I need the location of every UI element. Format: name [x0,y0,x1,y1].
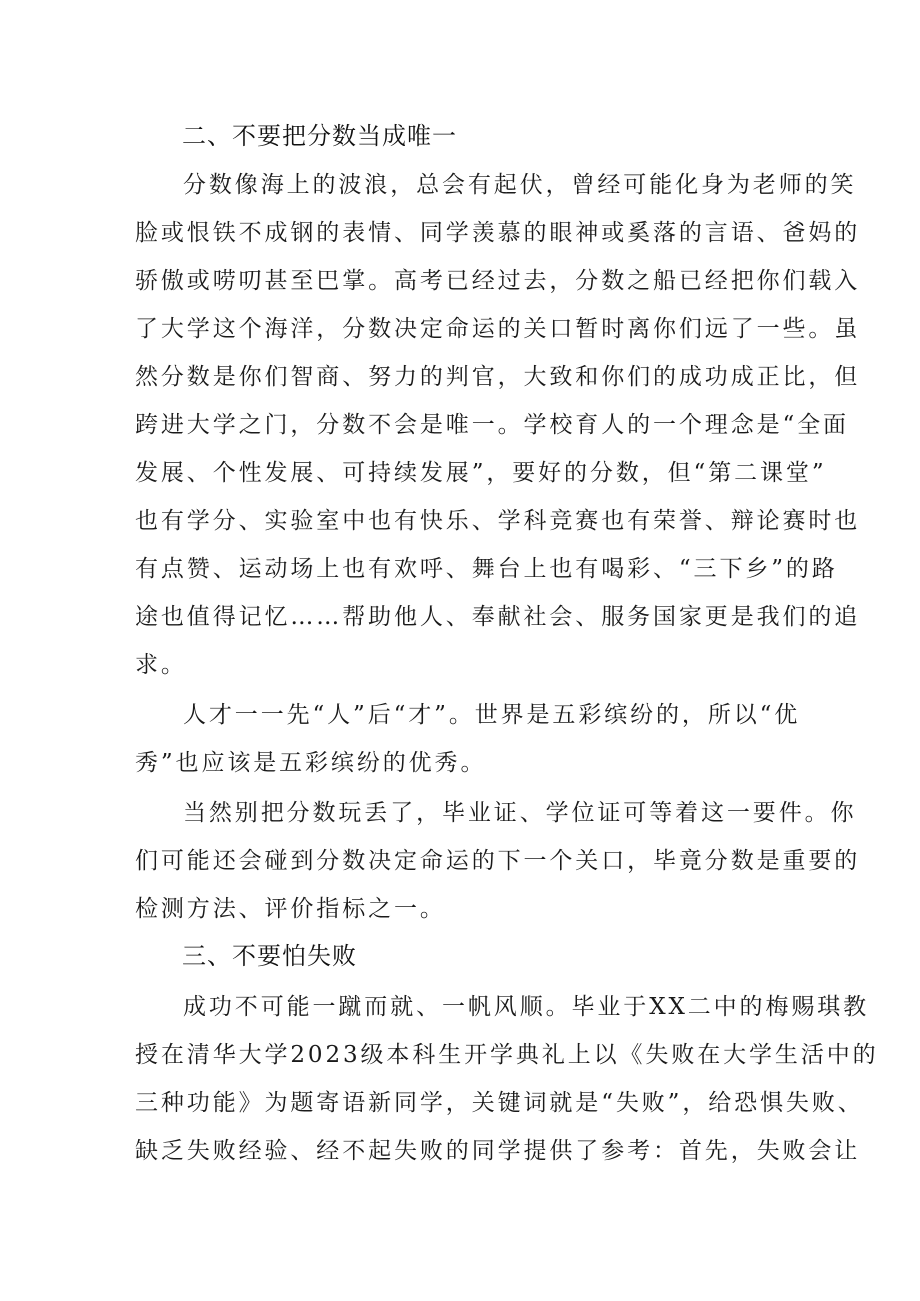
text-line: 也有学分、实验室中也有快乐、学科竞赛也有荣誉、辩论赛时也 [135,508,861,534]
text-line: 求。 [135,652,187,678]
text-line: 三种功能》为题寄语新同学，关键词就是“失败”，给恐惧失败、 [135,1090,864,1116]
text-line: 缺乏失败经验、经不起失败的同学提供了参考：首先，失败会让 [135,1138,861,1164]
text-line: 有点赞、运动场上也有欢呼、舞台上也有喝彩、“三下乡”的路 [135,556,838,582]
section-heading: 三、不要怕失败 [182,942,357,970]
text-line: 了大学这个海洋，分数决定命运的关口暂时离你们远了一些。虽 [135,316,861,342]
text-line: 跨进大学之门，分数不会是唯一。学校育人的一个理念是“全面 [135,412,849,438]
text-line: 检测方法、评价指标之一。 [135,896,446,922]
text-line: 发展、个性发展、可持续发展”，要好的分数，但“第二课堂” [135,460,827,486]
text-line: 成功不可能一蹴而就、一帆风顺。毕业于XX二中的梅赐琪教 [183,994,870,1020]
text-line: 授在清华大学2023级本科生开学典礼上以《失败在大学生活中的 [135,1042,879,1068]
text-line: 人才一一先“人”后“才”。世界是五彩缤纷的，所以“优 [183,702,801,728]
text-line: 途也值得记忆……帮助他人、奉献社会、服务国家更是我们的追 [135,604,861,630]
text-line: 们可能还会碰到分数决定命运的下一个关口，毕竟分数是重要的 [135,848,861,874]
text-line: 脸或恨铁不成钢的表情、同学羡慕的眼神或奚落的言语、爸妈的 [135,220,861,246]
text-line: 骄傲或唠叨甚至巴掌。高考已经过去，分数之船已经把你们载入 [135,268,861,294]
text-line: 当然别把分数玩丢了，毕业证、学位证可等着这一要件。你 [183,800,857,826]
text-line: 分数像海上的波浪，总会有起伏，曾经可能化身为老师的笑 [183,172,857,198]
text-line: 秀”也应该是五彩缤纷的优秀。 [135,750,487,776]
section-heading: 二、不要把分数当成唯一 [182,122,457,150]
text-line: 然分数是你们智商、努力的判官，大致和你们的成功成正比，但 [135,364,861,390]
